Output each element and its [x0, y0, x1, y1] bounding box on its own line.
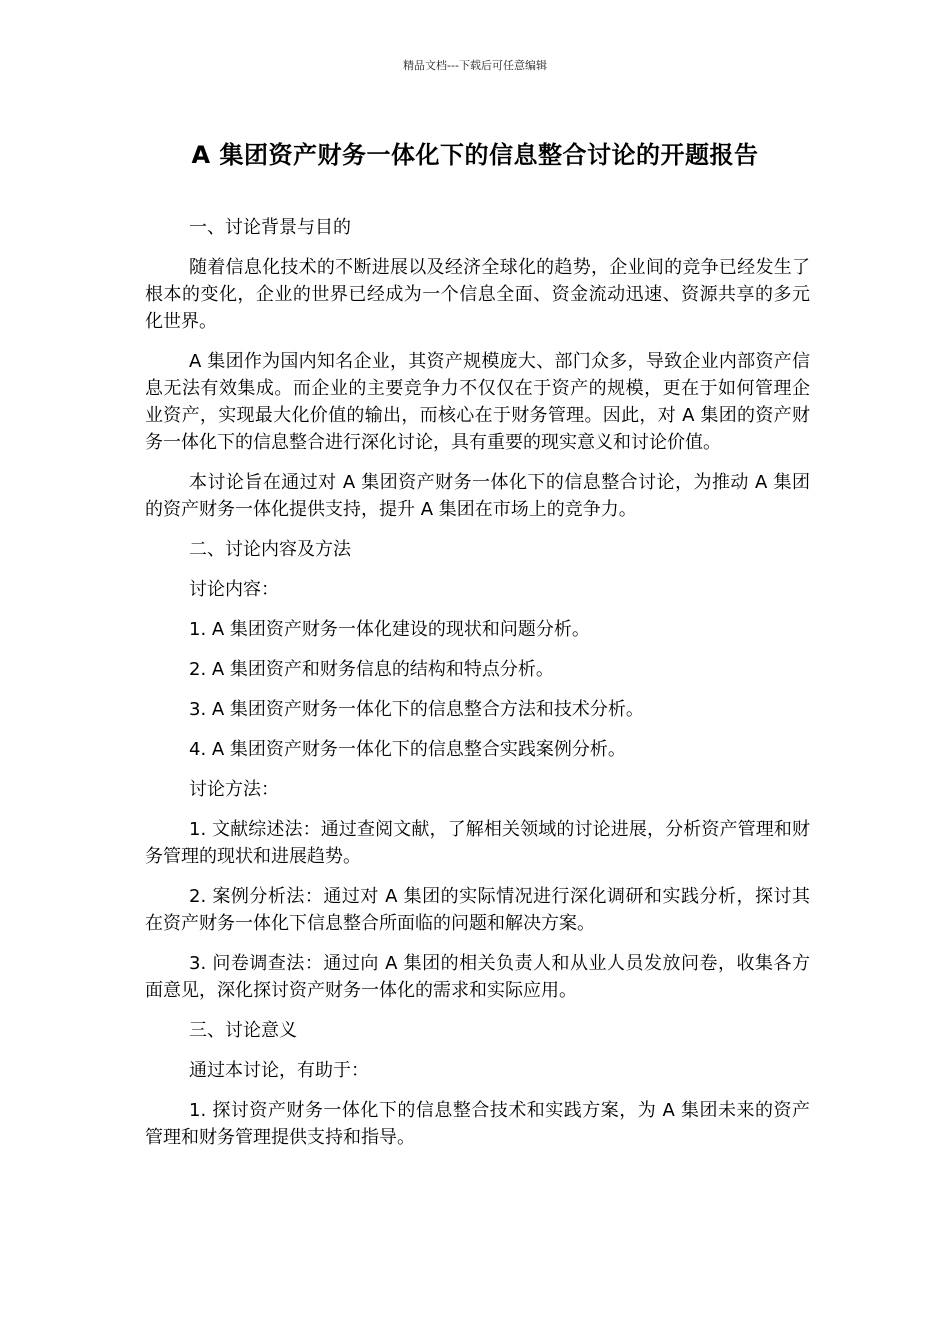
list-item: 2. 案例分析法：通过对 A 集团的实际情况进行深化调研和实践分析，探讨其在资产财务一体化下信息整合所面临的问题和解决方案。 — [145, 886, 810, 934]
section-heading-background: 一、讨论背景与目的 — [189, 217, 351, 238]
body-paragraph: 随着信息化技术的不断进展以及经济全球化的趋势，企业间的竞争已经发生了根本的变化，企业的世界已经成为一个信息全面、资金流动迅速、资源共享的多元化世界。 — [145, 257, 810, 332]
body-paragraph: 通过本讨论，有助于： — [189, 1060, 369, 1081]
list-item: 1. A 集团资产财务一体化建设的现状和问题分析。 — [189, 619, 590, 640]
list-item: 3. A 集团资产财务一体化下的信息整合方法和技术分析。 — [189, 699, 644, 720]
body-paragraph: A 集团作为国内知名企业，其资产规模庞大、部门众多，导致企业内部资产信息无法有效集成。而企业的主要竞争力不仅仅在于资产的规模，更在于如何管理企业资产，实现最大化价值的输出，而核心在于财务管理。因此，对 A 集团的资产财务一体化下的信息整合进行深化讨论，具有重要的现实意义和讨论价值。 — [145, 351, 810, 453]
section-heading-content-method: 二、讨论内容及方法 — [189, 539, 351, 560]
document-body — [145, 214, 810, 1164]
list-item: 4. A 集团资产财务一体化下的信息整合实践案例分析。 — [189, 739, 626, 760]
document-title: A 集团资产财务一体化下的信息整合讨论的开题报告 — [191, 141, 759, 169]
page-header-note: 精品文档---下载后可任意编辑 — [403, 59, 547, 72]
subheading-content: 讨论内容： — [189, 579, 279, 600]
body-paragraph: 本讨论旨在通过对 A 集团资产财务一体化下的信息整合讨论，为推动 A 集团的资产财务一体化提供支持，提升 A 集团在市场上的竞争力。 — [145, 472, 810, 520]
subheading-method: 讨论方法： — [189, 779, 279, 800]
list-item: 1. 探讨资产财务一体化下的信息整合技术和实践方案，为 A 集团未来的资产管理和财务管理提供支持和指导。 — [145, 1100, 810, 1148]
list-item: 3. 问卷调查法：通过向 A 集团的相关负责人和从业人员发放问卷，收集各方面意见，深化探讨资产财务一体化的需求和实际应用。 — [145, 953, 810, 1001]
list-item: 1. 文献综述法：通过查阅文献，了解相关领域的讨论进展，分析资产管理和财务管理的现状和进展趋势。 — [145, 819, 810, 867]
section-heading-significance: 三、讨论意义 — [189, 1020, 297, 1041]
list-item: 2. A 集团资产和财务信息的结构和特点分析。 — [189, 659, 554, 680]
